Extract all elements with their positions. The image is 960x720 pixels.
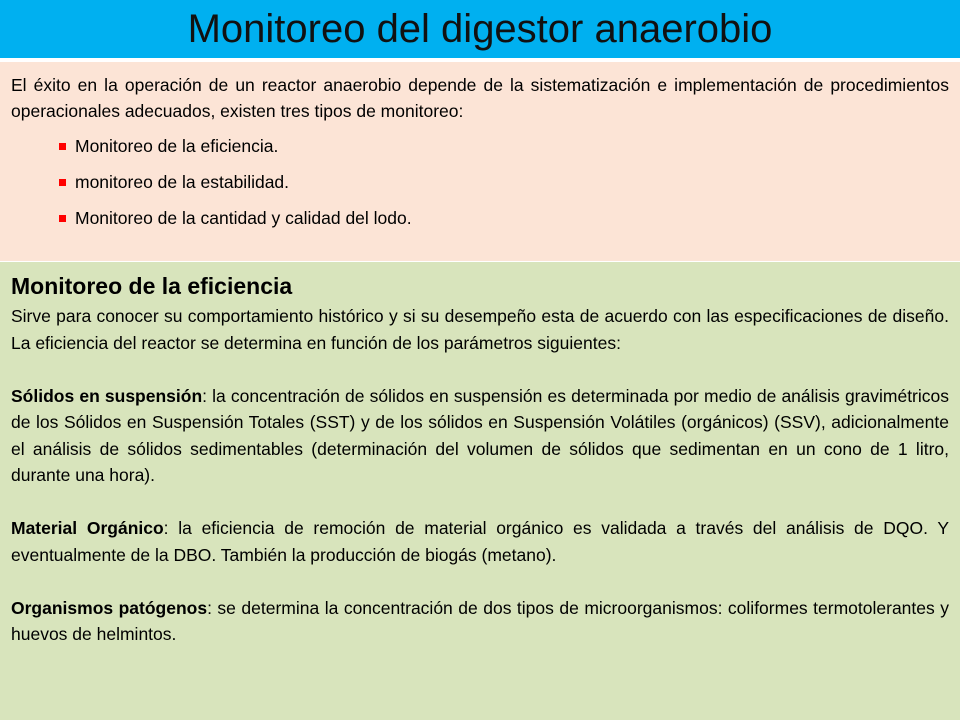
- section-heading: Monitoreo de la eficiencia: [11, 273, 293, 299]
- list-item: [59, 164, 949, 200]
- efficiency-panel: [0, 262, 960, 720]
- list-item: [59, 128, 949, 164]
- parameter-suspended-solids: [11, 383, 949, 489]
- parameter-text: : la concentración de sólidos en suspensión es determinada por medio de análisis gravimétricos de los Sólidos en Suspensión Totales (SST) y de los sólidos en Suspensión Volátiles (orgánicos) (SSV), adicionalmente el análisis de sólidos sedimentables (determinación del volumen de sólidos que sedimentan en un cono de 1 litro, durante una hora).: [11, 385, 949, 485]
- list-item-label: Monitoreo de la eficiencia.: [75, 135, 279, 156]
- list-item-label: monitoreo de la estabilidad.: [75, 171, 290, 192]
- bullet-square-icon: [59, 143, 66, 150]
- intro-text: El éxito en la operación de un reactor anaerobio depende de la sistematización e implementación de procedimientos operacionales adecuados, existen tres tipos de monitoreo:: [11, 75, 949, 121]
- bullet-square-icon: [59, 179, 66, 186]
- title-bar: [0, 0, 960, 58]
- parameter-term: Material Orgánico: [11, 518, 164, 538]
- parameter-term: Organismos patógenos: [11, 597, 208, 618]
- list-item: [59, 200, 949, 236]
- list-item-label: Monitoreo de la cantidad y calidad del lodo.: [75, 207, 412, 228]
- section-description: Sirve para conocer su comportamiento histórico y si su desempeño esta de acuerdo con las especificaciones de diseño. La eficiencia del reactor se determina en función de los parámetros siguientes:: [11, 306, 949, 353]
- parameter-text: : se determina la concentración de dos tipos de microorganismos: coliformes termotolerantes y huevos de helmintos.: [11, 597, 949, 644]
- parameter-term: Sólidos en suspensión: [11, 385, 203, 406]
- parameter-organic-material: [11, 515, 949, 568]
- page-title: Monitoreo del digestor anaerobio: [187, 7, 773, 51]
- bullet-square-icon: [59, 215, 66, 222]
- intro-panel: [0, 62, 960, 261]
- parameter-text: : la eficiencia de remoción de material orgánico es validada a través del análisis de DQO. Y eventualmente de la DBO. También la producción de biogás (metano).: [11, 518, 949, 565]
- monitoring-types-list: [11, 128, 949, 236]
- parameter-pathogens: [11, 595, 949, 648]
